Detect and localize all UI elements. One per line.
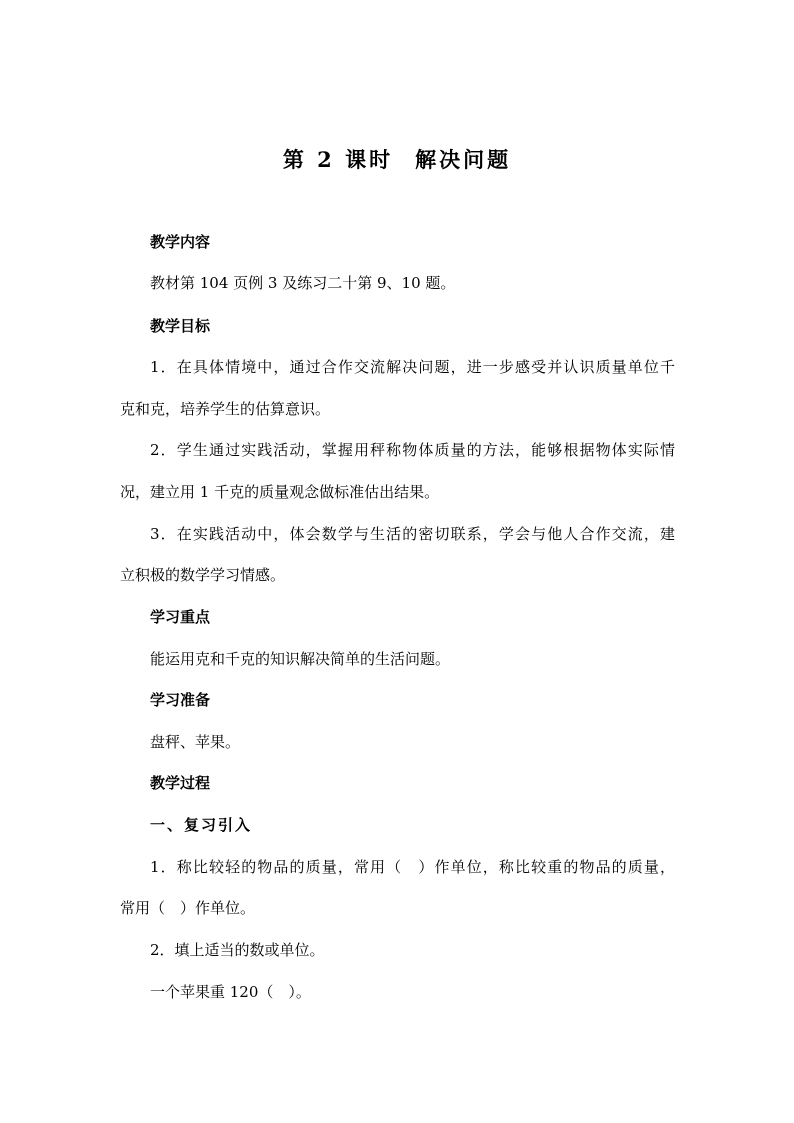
goal-3-line-2: 立积极的数学学习情感。	[120, 566, 286, 584]
question-1-line-2: 常用（ ）作单位。	[120, 899, 256, 917]
page-title	[0, 146, 794, 174]
title-topic: 解决问题	[415, 147, 512, 172]
section-heading-focus: 学习重点	[150, 608, 211, 626]
title-lesson-number: 第 2 课时	[282, 147, 394, 172]
preparation-text: 盘秤、苹果。	[150, 733, 241, 751]
goal-2-line-1: 2．学生通过实践活动，掌握用秤称物体质量的方法，能够根据物体实际情	[150, 441, 675, 459]
section-heading-content: 教学内容	[150, 233, 211, 251]
section-heading-goals: 教学目标	[150, 317, 211, 335]
goal-2-line-2: 况，建立用 1 千克的质量观念做标准估出结果。	[120, 483, 440, 501]
question-2: 2．填上适当的数或单位。	[150, 941, 325, 959]
section-heading-process: 教学过程	[150, 774, 211, 792]
goal-1-line-2: 克和克，培养学生的估算意识。	[120, 400, 331, 418]
focus-text: 能运用克和千克的知识解决简单的生活问题。	[150, 650, 451, 668]
step-1-heading: 一、复习引入	[150, 816, 253, 834]
goal-1-line-1: 1．在具体情境中，通过合作交流解决问题，进一步感受并认识质量单位千	[150, 358, 675, 376]
question-2-item-1: 一个苹果重 120（ ）。	[150, 983, 311, 1001]
goal-3-line-1: 3．在实践活动中，体会数学与生活的密切联系，学会与他人合作交流，建	[150, 525, 675, 543]
section-heading-preparation: 学习准备	[150, 691, 211, 709]
question-1-line-1: 1．称比较轻的物品的质量，常用（ ）作单位，称比较重的物品的质量，	[150, 858, 675, 876]
content-text: 教材第 104 页例 3 及练习二十第 9、10 题。	[150, 274, 456, 292]
